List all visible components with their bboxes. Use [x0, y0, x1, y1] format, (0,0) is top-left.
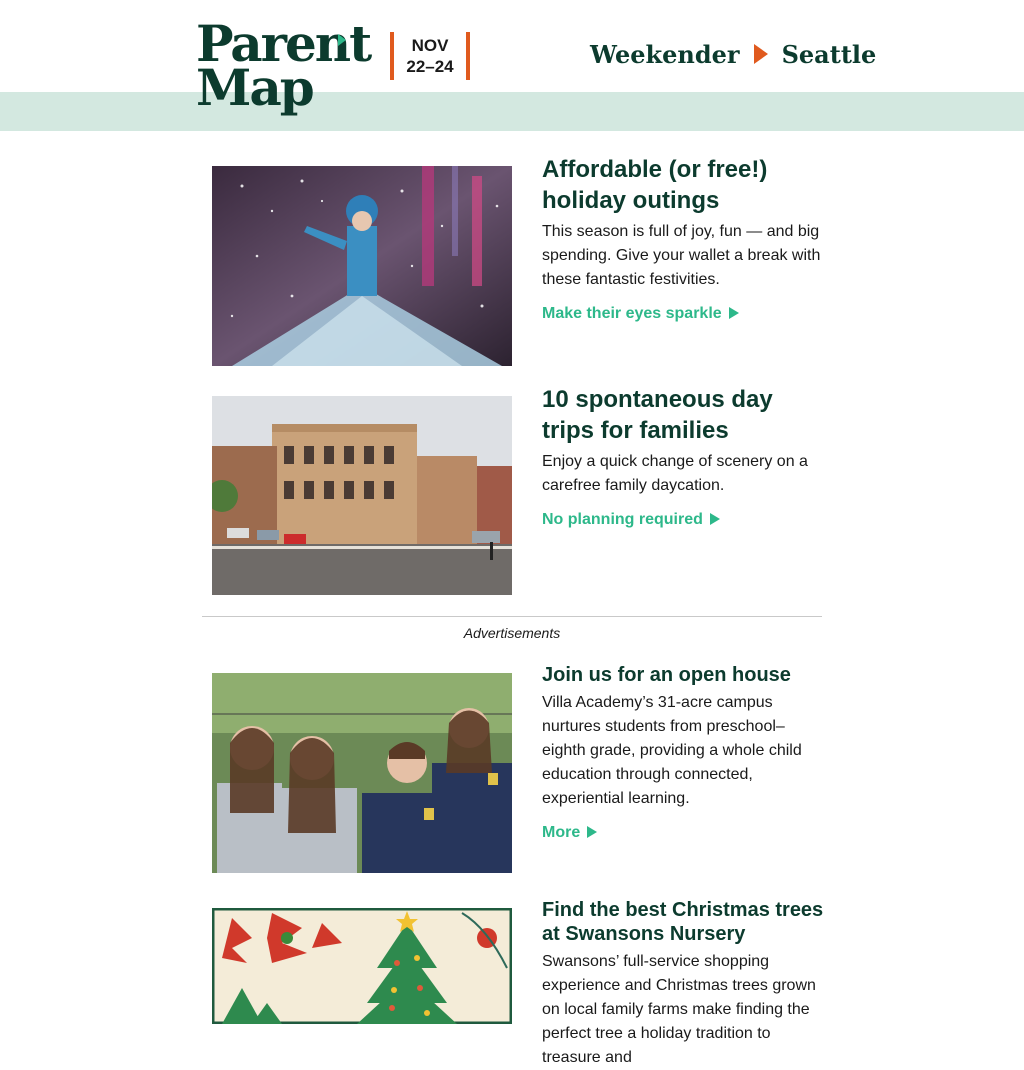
- article-cta-link[interactable]: [542, 508, 720, 532]
- ad-text: [542, 899, 827, 1070]
- article-card: [212, 156, 824, 366]
- christmas-trees-illustration[interactable]: [212, 908, 512, 1024]
- ad-title[interactable]: Find the best Christmas trees at Swansons Nursery: [542, 899, 824, 945]
- logo-line-1: Parent: [196, 14, 371, 73]
- ad-card: [212, 899, 824, 1066]
- parentmap-logo[interactable]: [196, 14, 371, 124]
- ad-text: [542, 664, 827, 845]
- advertisements-label: Advertisements: [463, 625, 561, 641]
- cta-label: More: [542, 824, 581, 841]
- article-text: [542, 386, 827, 532]
- article-description: Enjoy a quick change of scenery on a carefree family daycation.: [542, 453, 808, 494]
- cta-label: Make their eyes sparkle: [542, 305, 722, 322]
- article-title[interactable]: 10 spontaneous day trips for families: [542, 386, 773, 444]
- cta-label: No planning required: [542, 511, 703, 528]
- students-photo[interactable]: [212, 673, 512, 873]
- newsletter-header: [0, 0, 1024, 117]
- town-street-image[interactable]: [212, 396, 512, 596]
- section-divider: [202, 616, 822, 617]
- edition-city: Seattle: [781, 39, 877, 69]
- logo-line-2: Map: [196, 58, 313, 117]
- play-arrow-icon: [754, 44, 768, 64]
- edition-name: Weekender: [590, 39, 740, 69]
- article-card: [212, 386, 824, 596]
- article-text: [542, 156, 827, 326]
- issue-date: [390, 32, 470, 80]
- play-arrow-icon: [710, 513, 720, 525]
- play-arrow-icon: [587, 826, 597, 838]
- issue-date-month: NOV: [411, 36, 449, 55]
- article-cta-link[interactable]: [542, 302, 739, 326]
- logo-triangle-icon: [338, 34, 346, 46]
- issue-date-range: 22–24: [406, 57, 454, 76]
- holiday-parade-image[interactable]: [212, 166, 512, 366]
- article-description: This season is full of joy, fun — and big spending. Give your wallet a break with these fantastic festivities.: [542, 223, 821, 288]
- edition-title: [590, 38, 876, 70]
- ad-title[interactable]: Join us for an open house: [542, 664, 791, 686]
- ad-cta-link[interactable]: [542, 821, 597, 845]
- ad-description: Swansons’ full-service shopping experience and Christmas trees grown on local family farms make finding the perfect tree a holiday tradition to treasure and: [542, 953, 816, 1066]
- header-band: [0, 92, 1024, 131]
- play-arrow-icon: [729, 307, 739, 319]
- ad-card: [212, 664, 824, 873]
- article-title[interactable]: Affordable (or free!) holiday outings: [542, 156, 768, 214]
- ad-description: Villa Academy’s 31-acre campus nurtures students from preschool–eighth grade, providing a whole child education through connected, experiential learning.: [542, 694, 802, 807]
